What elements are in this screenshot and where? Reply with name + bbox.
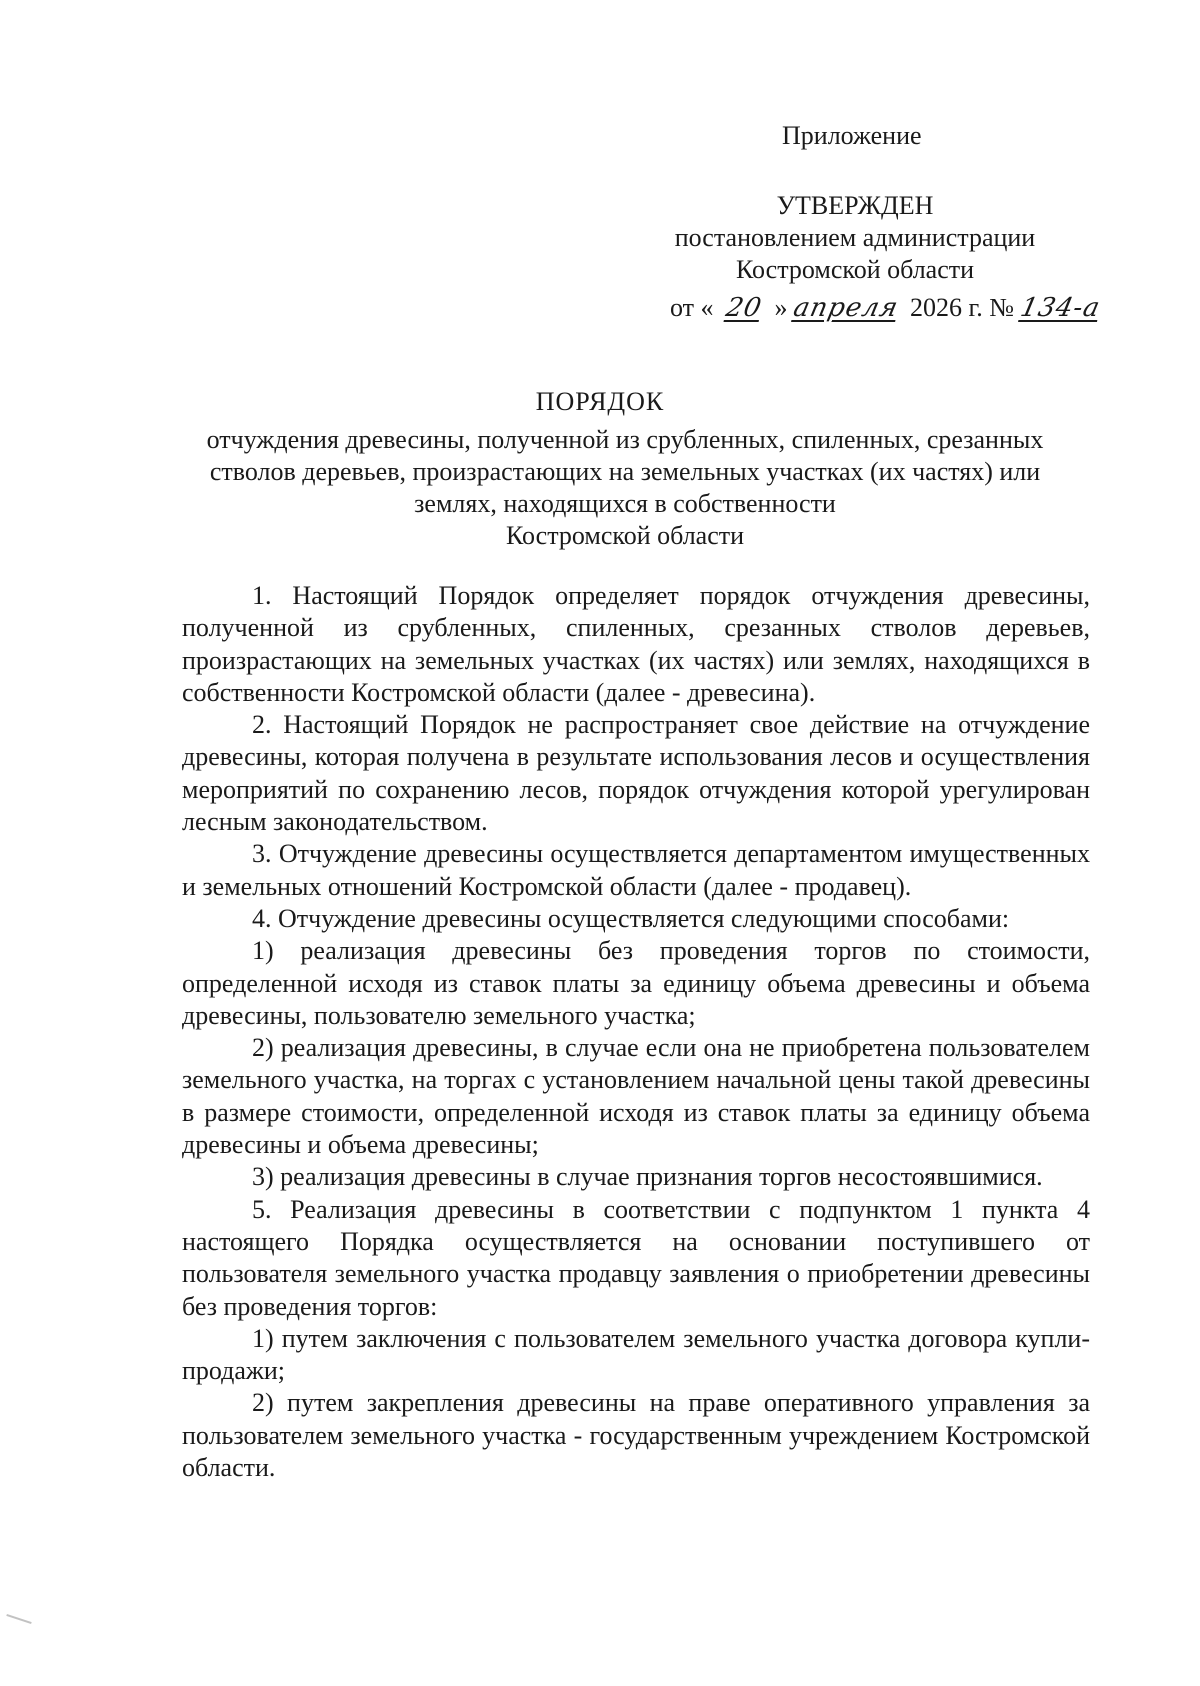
paragraph-4-item-1: 1) реализация древесины без проведения торгов по стоимости, определенной исходя из ставок платы за единицу объема древесины и объема древесины, пользователю земельного участка;: [182, 936, 1090, 1030]
subtitle-line: Костромской области: [505, 521, 745, 550]
paragraph-3: 3. Отчуждение древесины осуществляется департаментом имущественных и земельных отношений Костромской области (далее - продавец).: [182, 839, 1090, 901]
approved-by-line-2: Костромской области: [735, 255, 975, 284]
appendix-label: Приложение: [782, 121, 922, 150]
subtitle-line: отчуждения древесины, полученной из срубленных, спиленных, срезанных: [206, 425, 1044, 454]
paragraph-1: 1. Настоящий Порядок определяет порядок отчуждения древесины, полученной из срубленных, спиленных, срезанных стволов деревьев, произрастающих на земельных участках (их частях) или землях, находящихся в собственности Костромской области (далее - древесина).: [182, 581, 1090, 707]
document-subtitle: [150, 424, 1100, 552]
subtitle-line: стволов деревьев, произрастающих на земельных участках (их частях) или: [209, 457, 1041, 486]
subtitle-line: землях, находящихся в собственности: [414, 489, 836, 518]
approval-date-line: [670, 292, 1117, 324]
paragraph-5-item-1: 1) путем заключения с пользователем земельного участка договора купли-продажи;: [182, 1323, 1090, 1386]
approved-word: УТВЕРЖДЕН: [776, 191, 934, 220]
date-quote-close: »: [774, 293, 788, 322]
paragraph-4: 4. Отчуждение древесины осуществляется следующими способами:: [252, 903, 1010, 933]
document-number-handwritten: 134-а: [1017, 293, 1103, 323]
date-year-text: 2026 г. №: [910, 293, 1015, 322]
approval-block: [640, 190, 1070, 286]
date-day-handwritten: 20: [723, 293, 765, 323]
approved-by-line-1: постановлением администрации: [674, 223, 1036, 252]
paragraph-4-item-3: 3) реализация древесины в случае признания торгов несостоявшимися.: [252, 1162, 1043, 1192]
document-title: ПОРЯДОК: [535, 387, 665, 416]
document-body: [182, 580, 1090, 1484]
paragraph-4-item-2: 2) реализация древесины, в случае если она не приобретена пользователем земельного участка, на торгах с установлением начальной цены такой древесины в размере стоимости, определенной исходя из ставок платы за единицу объема древесины и объема древесины;: [182, 1033, 1090, 1160]
date-month-handwritten: апреля: [790, 293, 902, 323]
scan-artifact: [6, 1614, 31, 1624]
paragraph-5-item-2: 2) путем закрепления древесины на праве оперативного управления за пользователем земельного участка - государственным учреждением Костромской области.: [182, 1388, 1090, 1483]
paragraph-5: 5. Реализация древесины в соответствии с подпунктом 1 пункта 4 настоящего Порядка осуществляется на основании поступившего от пользователя земельного участка продавцу заявления о приобретении древесины без проведения торгов:: [182, 1194, 1090, 1321]
paragraph-2: 2. Настоящий Порядок не распространяет свое действие на отчуждение древесины, которая получена в результате использования лесов и осуществления мероприятий по сохранению лесов, порядок отчуждения которой урегулирован лесным законодательством.: [182, 710, 1090, 837]
date-prefix: от «: [670, 293, 714, 322]
